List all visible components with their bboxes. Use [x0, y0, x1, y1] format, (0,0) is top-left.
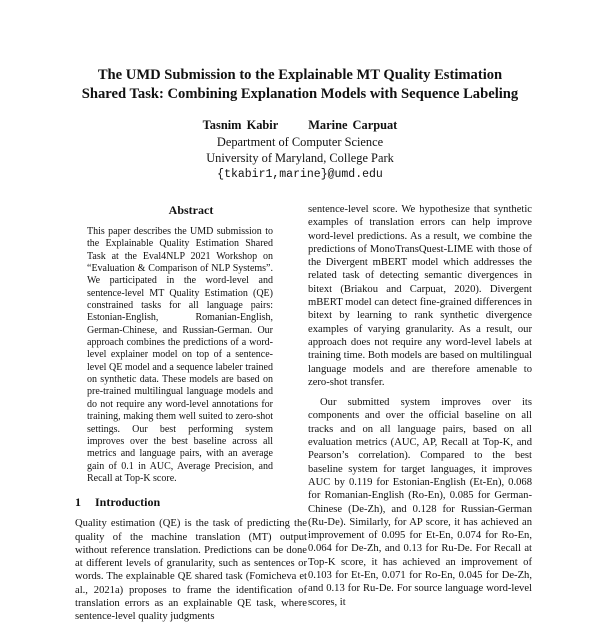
- right-column: [308, 203, 532, 609]
- right-column-paragraph-1: sentence-level score. We hypothesize that synthetic examples of translation errors can help improve word-level predictions. As a result, we combine the predictions of MonoTransQuest-LIME with those of the Divergent mBERT model which addresses the related task of detecting semantic divergences in bitext (Briakou and Carpuat, 2020). Divergent mBERT model can detect fine-grained differences in bitext by learning to rank synthetic divergence examples of varying granularity. As a result, our approach does not require any word-level labels at training time. Both models are based on multilingual language models and are therefore amenable to zero-shot transfer.: [308, 204, 532, 388]
- introduction-paragraph: Quality estimation (QE) is the task of predicting the quality of the machine translation (MT) output without reference translation. Predictions can be done at different levels of granularity, such as sentences or words. The explainable QE shared task (Fomicheva et al., 2021a) proposes to frame the identification of translation errors as an explainable QE task, where sentence-level quality judgments: [75, 518, 307, 623]
- author-1: Tasnim Kabir: [202, 118, 279, 132]
- abstract-text: This paper describes the UMD submission to the Explainable Quality Estimation Shared Task at the Eval4NLP 2021 Workshop on “Evaluation & Comparison of NLP Systems”. We participated in the word-level and sentence-level MT Quality Estimation (QE) constrained tasks for all language pairs: Estonian-English, Romanian-English, German-Chinese, and Russian-German. Our approach combines the predictions of a word-level explainer model on top of a sentence-level QE model and a sequence labeler trained on synthetic data. These models are based on pre-trained multilingual language models and do not require any word-level annotations for training, making them well suited to zero-shot settings. Our best performing system improves over the best baseline across all metrics and language pairs, with an average gain of 0.1 in AUC, Average Precision, and Recall at Top-K score.: [87, 226, 273, 484]
- paper-title-line-1: The UMD Submission to the Explainable MT Quality Estimation: [97, 67, 503, 83]
- author-university: University of Maryland, College Park: [206, 151, 394, 165]
- author-department: Department of Computer Science: [216, 134, 384, 149]
- author-2: Marine Carpuat: [308, 118, 398, 132]
- author-block: [100, 117, 500, 183]
- author-names: [100, 117, 500, 134]
- section-title-text: Introduction: [95, 495, 161, 510]
- abstract-heading: Abstract: [168, 203, 214, 217]
- paper-title: [40, 66, 560, 104]
- left-column: [75, 203, 307, 624]
- introduction-heading: [75, 495, 307, 510]
- right-column-paragraph-2: Our submitted system improves over its components and over the official baseline on all tracks and on all language pairs, based on all evaluation metrics (AUC, AP, Recall at Top-K, and Pearson’s correlation). Compared to the best baseline system for target languages, it improves AUC by 0.119 for Estonian-English (Et-En), 0.068 for Romanian-English (Ro-En), 0.085 for German-Chinese (De-Zh), and 0.128 for Russian-German (Ru-De). Similarly, for AP score, it has achieved an improvement of 0.095 for Et-En, 0.074 for Ro-En, 0.064 for De-Zh, and 0.13 for Ru-De. For Recall at Top-K score, it has achieved an improvement of 0.103 for Et-En, 0.071 for Ro-En, 0.045 for De-Zh, and 0.13 for Ru-De. For source language word-level scores, it: [308, 397, 532, 608]
- section-number: 1: [75, 495, 81, 510]
- author-email: {tkabir1,marine}@umd.edu: [217, 167, 383, 181]
- paper-title-line-2: Shared Task: Combining Explanation Models with Sequence Labeling: [81, 86, 519, 102]
